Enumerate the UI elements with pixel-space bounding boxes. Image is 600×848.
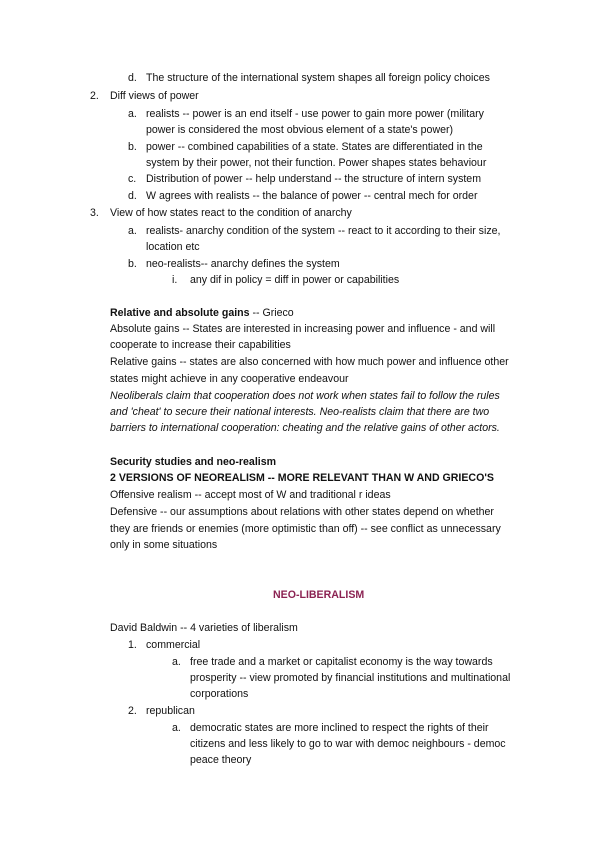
list-marker: a.	[128, 225, 137, 237]
list-marker: c.	[128, 173, 137, 185]
list-item-text: prosperity -- view promoted by financial institutions and multinational	[190, 672, 511, 684]
section-heading-security: Security studies and neo-realism	[110, 456, 277, 468]
paragraph-line: states might achieve in any cooperative endeavour	[110, 373, 349, 385]
list-marker: a.	[172, 656, 181, 668]
list-item-text: realists -- power is an end itself - use power to gain more power (military	[146, 108, 484, 120]
list-item-text: citizens and less likely to go to war with democ neighbours - democ	[190, 738, 506, 750]
list-marker: d.	[128, 190, 137, 202]
list-item-title: View of how states react to the condition of anarchy	[110, 207, 352, 219]
paragraph-line: David Baldwin -- 4 varieties of liberalism	[110, 622, 298, 634]
list-marker: a.	[128, 108, 137, 120]
list-marker: d.	[128, 72, 137, 84]
list-item-text: Distribution of power -- help understand -- the structure of intern system	[146, 173, 482, 185]
list-marker: 1.	[128, 639, 137, 651]
paragraph-line: cooperate to increase their capabilities	[110, 339, 291, 351]
list-item-title: commercial	[146, 639, 201, 651]
list-item-text: realists- anarchy condition of the system -- react to it according to their size,	[146, 225, 501, 237]
section-heading-gains	[110, 306, 294, 321]
list-marker: b.	[128, 258, 137, 270]
italic-line: Neoliberals claim that cooperation does not work when states fail to follow the rules	[110, 390, 500, 402]
italic-line: barriers to international cooperation: cheating and the relative gains of other actors.	[110, 422, 500, 434]
paragraph-line: Offensive realism -- accept most of W and traditional r ideas	[110, 489, 391, 501]
list-item-text: corporations	[190, 688, 249, 700]
list-marker: 3.	[90, 207, 99, 219]
list-marker: 2.	[90, 90, 99, 102]
list-item-text: system by their power, not their function. Power shapes states behaviour	[146, 157, 487, 169]
list-item-text: power -- combined capabilities of a state. States are differentiated in the	[146, 141, 483, 153]
list-marker: 2.	[128, 705, 137, 717]
paragraph-line: Absolute gains -- States are interested in increasing power and influence - and will	[110, 323, 496, 335]
italic-line: and 'cheat' to secure their national interests. Neo-realists claim that there are two	[110, 406, 490, 418]
list-marker: i.	[172, 274, 178, 286]
paragraph-line: they are friends or enemies (more optimistic than off) -- see conflict as unnecessary	[110, 523, 501, 535]
list-item-text: any dif in policy = diff in power or capabilities	[190, 274, 400, 286]
list-item-text: free trade and a market or capitalist economy is the way towards	[190, 656, 493, 668]
list-item-text: The structure of the international system shapes all foreign policy choices	[146, 72, 490, 84]
list-item-title: republican	[146, 705, 195, 717]
list-item-text: peace theory	[190, 754, 252, 766]
page-section-title: NEO-LIBERALISM	[273, 589, 365, 601]
list-item-title: Diff views of power	[110, 90, 199, 102]
versions-heading: 2 VERSIONS OF NEOREALISM -- MORE RELEVANT THAN W AND GRIECO'S	[110, 472, 494, 484]
list-item-text: W agrees with realists -- the balance of power -- central mech for order	[146, 190, 478, 202]
list-marker: a.	[172, 722, 181, 734]
list-item-text: location etc	[146, 241, 200, 253]
heading-text: Relative and absolute gains	[110, 307, 250, 319]
paragraph-line: Defensive -- our assumptions about relations with other states depend on whether	[110, 506, 494, 518]
heading-suffix: -- Grieco	[249, 307, 294, 319]
list-item-text: democratic states are more inclined to respect the rights of their	[190, 722, 489, 734]
paragraph-line: only in some situations	[110, 539, 218, 551]
list-item-text: power is considered the most obvious element of a state's power)	[146, 124, 454, 136]
paragraph-line: Relative gains -- states are also concerned with how much power and influence other	[110, 356, 509, 368]
list-marker: b.	[128, 141, 137, 153]
list-item-text: neo-realists-- anarchy defines the system	[146, 258, 340, 270]
